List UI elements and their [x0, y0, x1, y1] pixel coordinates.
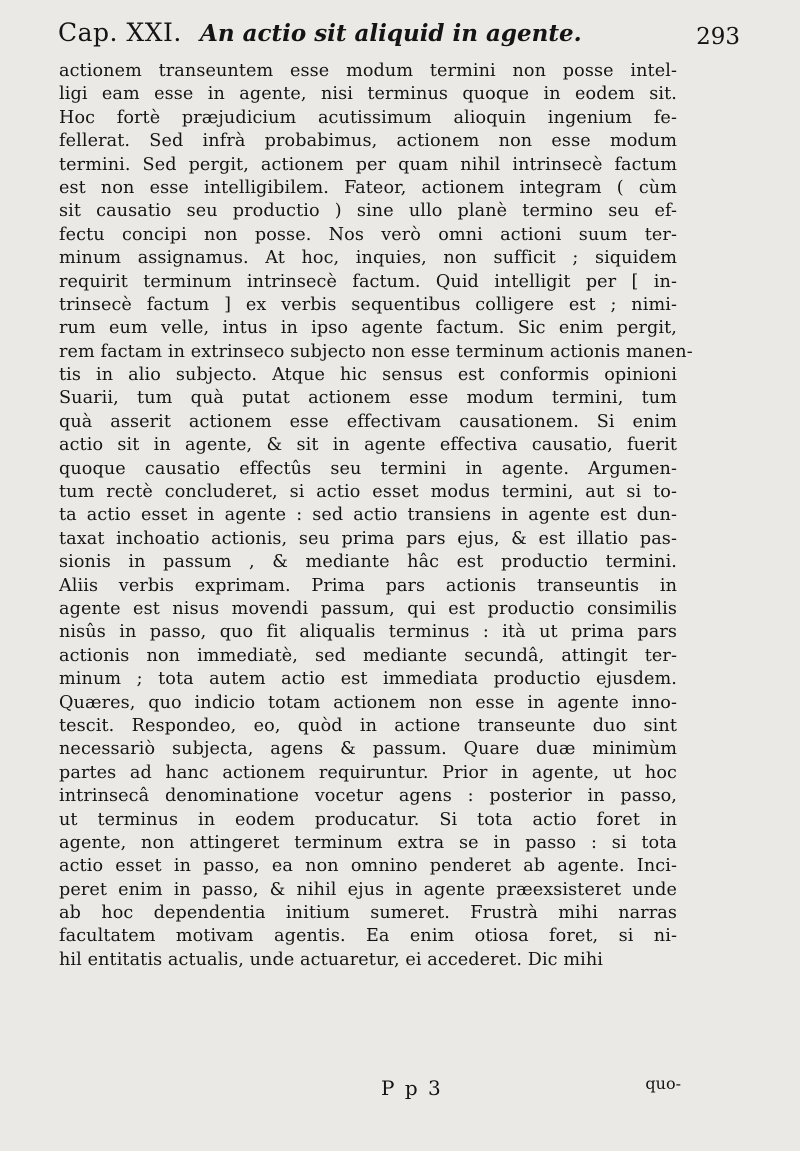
text-line: necessariò subjecta, agens & passum. Quare duæ minimùm	[59, 739, 677, 760]
text-line: nisûs in passo, quo fit aliqualis terminus : ità ut prima pars	[59, 622, 677, 643]
text-line: minum ; tota autem actio est immediata productio ejusdem.	[59, 669, 677, 690]
text-line: Hoc fortè præjudicium acutissimum alioquin ingenium fe-	[59, 107, 677, 128]
text-line: fectu concipi non posse. Nos verò omni actioni suum ter-	[59, 224, 677, 245]
text-line: Aliis verbis exprimam. Prima pars actionis transeuntis in	[59, 575, 677, 596]
text-line: tum rectè concluderet, si actio esset modus termini, aut si to-	[59, 482, 677, 503]
text-line: hil entitatis actualis, unde actuaretur, ei accederet. Dic mihi	[59, 949, 603, 970]
text-line: quà asserit actionem esse effectivam causationem. Si enim	[59, 411, 677, 432]
chapter-label: Cap. XXI.	[58, 18, 182, 47]
text-line: agente, non attingeret terminum extra se in passo : si tota	[59, 832, 677, 853]
signature-mark: P p 3	[381, 1076, 443, 1100]
text-line: ut terminus in eodem producatur. Si tota actio foret in	[59, 809, 677, 830]
text-line: actio sit in agente, & sit in agente effectiva causatio, fuerit	[59, 435, 677, 456]
text-line: rum eum velle, intus in ipso agente factum. Sic enim pergit,	[59, 318, 677, 339]
text-line: rem factam in extrinseco subjecto non esse terminum actionis manen-	[59, 341, 693, 362]
text-line: intrinsecâ denominatione vocetur agens : posterior in passo,	[59, 786, 677, 807]
body-text	[59, 60, 693, 972]
text-line: tis in alio subjecto. Atque hic sensus est conformis opinioni	[59, 365, 677, 386]
text-line: ligi eam esse in agente, nisi terminus quoque in eodem sit.	[59, 84, 677, 105]
text-line: tescit. Respondeo, eo, quòd in actione transeunte duo sint	[59, 715, 677, 736]
text-line: requirit terminum intrinsecè factum. Quid intelligit per [ in-	[59, 271, 677, 292]
text-line: minum assignamus. At hoc, inquies, non sufficit ; siquidem	[59, 248, 677, 269]
text-line: taxat inchoatio actionis, seu prima pars ejus, & est illatio pas-	[59, 528, 677, 549]
text-line: sionis in passum , & mediante hâc est productio termini.	[59, 552, 677, 573]
text-line: facultatem motivam agentis. Ea enim otiosa foret, si ni-	[59, 926, 677, 947]
running-header	[58, 18, 762, 58]
page-number: 293	[696, 24, 740, 50]
text-line: peret enim in passo, & nihil ejus in agente præexsisteret unde	[59, 879, 677, 900]
text-line: sit causatio seu productio ) sine ullo planè termino seu ef-	[59, 201, 677, 222]
text-line: actio esset in passo, ea non omnino penderet ab agente. Inci-	[59, 856, 677, 877]
text-line: ta actio esset in agente : sed actio transiens in agente est dun-	[59, 505, 677, 526]
text-line: actionem transeuntem esse modum termini non posse intel-	[59, 61, 677, 81]
text-line: trinsecè factum ] ex verbis sequentibus colligere est ; nimi-	[59, 294, 677, 315]
text-line: fellerat. Sed infrà probabimus, actionem non esse modum	[59, 131, 677, 152]
text-line: partes ad hanc actionem requiruntur. Prior in agente, ut hoc	[59, 762, 677, 783]
text-line: termini. Sed pergit, actionem per quam nihil intrinsecè factum	[59, 154, 677, 175]
text-line: Suarii, tum quà putat actionem esse modum termini, tum	[59, 388, 677, 409]
text-line: agente est nisus movendi passum, qui est productio consimilis	[59, 598, 677, 619]
text-line: ab hoc dependentia initium sumeret. Frustrà mihi narras	[59, 903, 677, 924]
text-line: Quæres, quo indicio totam actionem non esse in agente inno-	[59, 692, 677, 713]
running-title: An actio sit aliquid in agente.	[200, 20, 582, 47]
text-line: est non esse intelligibilem. Fateor, actionem integram ( cùm	[59, 177, 677, 198]
text-line: actionis non immediatè, sed mediante secundâ, attingit ter-	[59, 645, 677, 666]
text-line: quoque causatio effectûs seu termini in agente. Argumen-	[59, 458, 677, 479]
catchword: quo-	[645, 1074, 681, 1093]
page-footer	[59, 1074, 681, 1106]
